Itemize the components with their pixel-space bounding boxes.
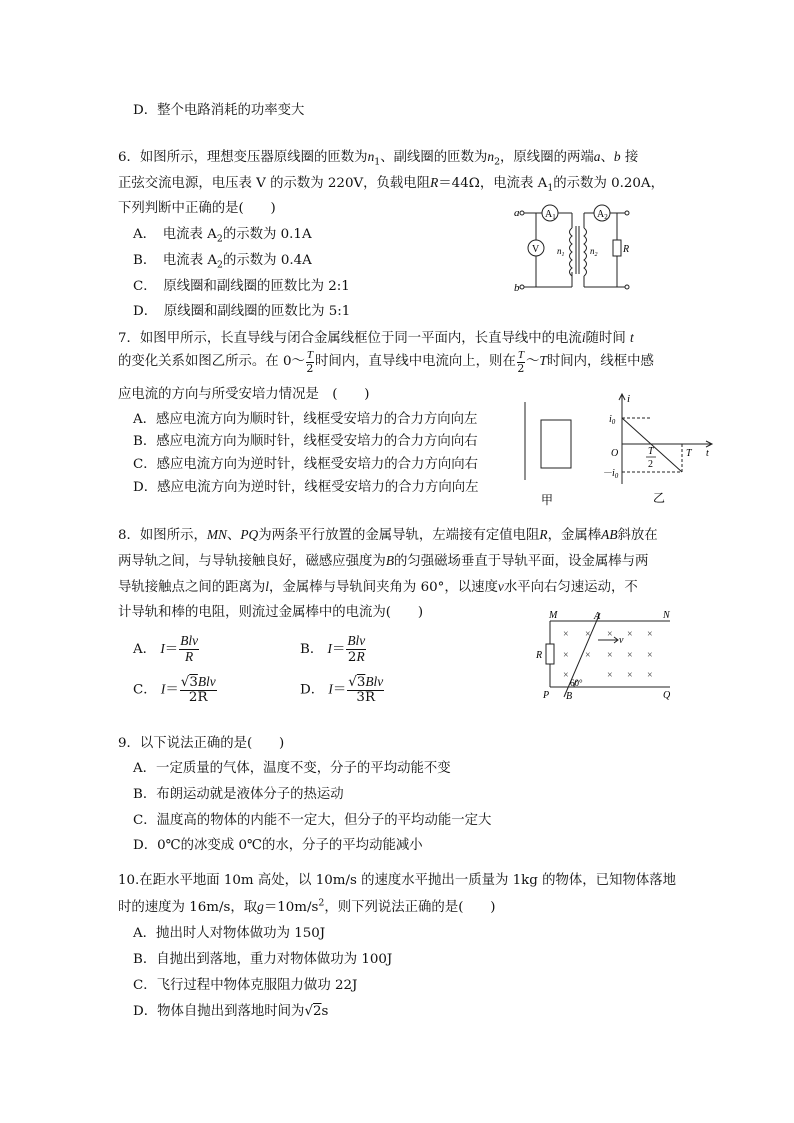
ammeter-a1-label: $A_1$ bbox=[545, 209, 556, 221]
label-b: B bbox=[566, 691, 573, 702]
q6-stem-line-3: 下列判断中正确的是( ) bbox=[118, 201, 276, 216]
label-a: a bbox=[514, 207, 520, 219]
t-period-label: T bbox=[686, 448, 692, 459]
svg-text:×: × bbox=[563, 629, 569, 640]
axis-t-label: t bbox=[706, 448, 709, 459]
label-p: P bbox=[543, 690, 550, 701]
n1-label: $n_1$ bbox=[557, 246, 565, 258]
n2-label: $n_2$ bbox=[590, 246, 598, 258]
q8-option-b: B． I＝ $\frac{\text{Blv}}{2R}$ bbox=[300, 633, 366, 666]
q8-option-c: C． I＝ $\frac{\text{√3Blv}}{2R}$ bbox=[133, 674, 216, 706]
label-v: v bbox=[619, 635, 624, 646]
q8-stem-line-4: 计导轨和棒的电阻，则流过金属棒中的电流为( ) bbox=[118, 605, 424, 620]
label-q: Q bbox=[663, 690, 671, 701]
q8-option-d: D． I＝ $\frac{\text{√3Blv}}{3R}$ bbox=[300, 674, 384, 706]
svg-text:×: × bbox=[647, 629, 653, 640]
q10-stem-line-1: 10.在距水平地面 10m 高处，以 10m/s 的速度水平抛出一质量为 1kg 的物体，已知物体落地 bbox=[118, 873, 677, 888]
q9-stem: 9．以下说法正确的是( ) bbox=[118, 736, 285, 751]
q10-option-a: A．抛出时人对物体做功为 150J bbox=[133, 926, 326, 941]
resistor-r-label: R bbox=[623, 244, 630, 255]
wire-and-frame-figure bbox=[515, 400, 590, 510]
svg-text:×: × bbox=[647, 670, 653, 681]
label-b: b bbox=[514, 282, 520, 294]
label-a: A bbox=[594, 611, 601, 622]
svg-text:×: × bbox=[607, 650, 613, 661]
q5-option-d: D．整个电路消耗的功率变大 bbox=[133, 103, 305, 118]
q8-stem-line-3: 导轨接触点之间的距离为l，金属棒与导轨间夹角为 60°，以速度v水平向右匀速运动，不 bbox=[118, 579, 638, 595]
magnetic-field-crosses bbox=[563, 629, 653, 681]
q7-option-d: D．感应电流方向为逆时针，线框受安培力的合力方向向左 bbox=[133, 480, 479, 495]
q10-stem-line-2: 时的速度为 16m/s，取$g=10m/s^2$，则下列说法正确的是( ) bbox=[118, 897, 496, 915]
axis-i-label: i bbox=[627, 393, 631, 405]
q8-stem-line-1: 8．如图所示，MN、PQ为两条平行放置的金属导轨，左端接有定值电阻R，金属棒AB斜放在 bbox=[118, 527, 658, 543]
i0-label: $i_0$ bbox=[609, 414, 616, 426]
transformer-circuit-figure bbox=[512, 200, 637, 295]
svg-text:×: × bbox=[585, 650, 591, 661]
q10-option-d: D．物体自抛出到落地时间为√2s bbox=[133, 1004, 329, 1019]
q9-option-c: C．温度高的物体的内能不一定大，但分子的平均动能一定大 bbox=[133, 813, 492, 828]
q7-stem-line-2: 的变化关系如图乙所示。在 0～ $\frac{T}{2}$ 时间内，直导线中电流向上，则在 $\frac{T}{2}$ ～T时间内，线框中感 bbox=[118, 349, 654, 375]
svg-text:×: × bbox=[607, 670, 613, 681]
label-r: R bbox=[536, 650, 543, 661]
voltmeter-label: V bbox=[532, 244, 540, 255]
svg-text:×: × bbox=[585, 629, 591, 640]
q10-option-b: B．自抛出到落地，重力对物体做功为 100J bbox=[133, 952, 393, 967]
q7-option-c: C．感应电流方向为逆时针，线框受安培力的合力方向向右 bbox=[133, 457, 479, 472]
svg-text:×: × bbox=[627, 650, 633, 661]
origin-label: O bbox=[611, 448, 619, 459]
q8-option-a: A． I＝ $\frac{\text{Blv}}{R}$ bbox=[133, 633, 199, 665]
svg-text:×: × bbox=[607, 629, 613, 640]
svg-text:×: × bbox=[627, 670, 633, 681]
current-time-graph bbox=[600, 392, 720, 510]
q9-option-b: B．布朗运动就是液体分子的热运动 bbox=[133, 787, 344, 802]
q10-option-c: C．飞行过程中物体克服阻力做功 22J bbox=[133, 978, 358, 993]
ammeter-a2-label: $A_2$ bbox=[597, 209, 608, 221]
q9-option-d: D．0℃的冰变成 0℃的水，分子的平均动能减小 bbox=[133, 838, 423, 853]
label-n: N bbox=[663, 610, 670, 621]
figure-jia-label: 甲 bbox=[541, 493, 554, 507]
label-angle: 60° bbox=[570, 678, 583, 688]
q7-option-a: A．感应电流方向为顺时针，线框受安培力的合力方向向左 bbox=[133, 412, 478, 427]
q6-option-c: C． 原线圈和副线圈的匝数比为 2:1 bbox=[133, 279, 350, 294]
rails-and-rod-figure bbox=[530, 610, 680, 702]
q9-option-a: A．一定质量的气体，温度不变，分子的平均动能不变 bbox=[133, 761, 451, 776]
q7-stem-line-3: 应电流的方向与所受安培力情况是 ( ) bbox=[118, 387, 370, 402]
neg-i0-label: $-i_0$ bbox=[602, 468, 619, 480]
figure-yi-label: 乙 bbox=[653, 491, 666, 505]
svg-text:×: × bbox=[563, 670, 569, 681]
t-half-den: 2 bbox=[648, 459, 653, 470]
label-m: M bbox=[549, 610, 558, 621]
q7-option-b: B．感应电流方向为顺时针，线框受安培力的合力方向向右 bbox=[133, 434, 478, 449]
q8-stem-line-2: 两导轨之间，与导轨接触良好，磁感应强度为B的匀强磁场垂直于导轨平面，设金属棒与两 bbox=[118, 553, 649, 569]
q6-stem-line-1: 6．如图所示，理想变压器原线圈的匝数为$n_1$、副线圈的匝数为$n_2$，原线圈的两端a、b 接 bbox=[118, 149, 639, 168]
q6-option-d: D． 原线圈和副线圈的匝数比为 5:1 bbox=[133, 304, 351, 319]
q6-option-a: A． 电流表 $A_2$的示数为 0.1A bbox=[133, 227, 312, 245]
svg-text:×: × bbox=[627, 629, 633, 640]
q6-stem-line-2: 正弦交流电源，电压表 V 的示数为 220V，负载电阻R＝44Ω，电流表 $A_1$的示数为 0.20A， bbox=[118, 175, 664, 194]
svg-text:×: × bbox=[563, 650, 569, 661]
q7-stem-line-1: 7．如图甲所示，长直导线与闭合金属线框位于同一平面内，长直导线中的电流i随时间 t bbox=[118, 330, 634, 346]
svg-text:×: × bbox=[647, 650, 653, 661]
q6-option-b: B． 电流表 $A_2$的示数为 0.4A bbox=[133, 253, 312, 271]
t-half-num: T bbox=[648, 446, 654, 457]
